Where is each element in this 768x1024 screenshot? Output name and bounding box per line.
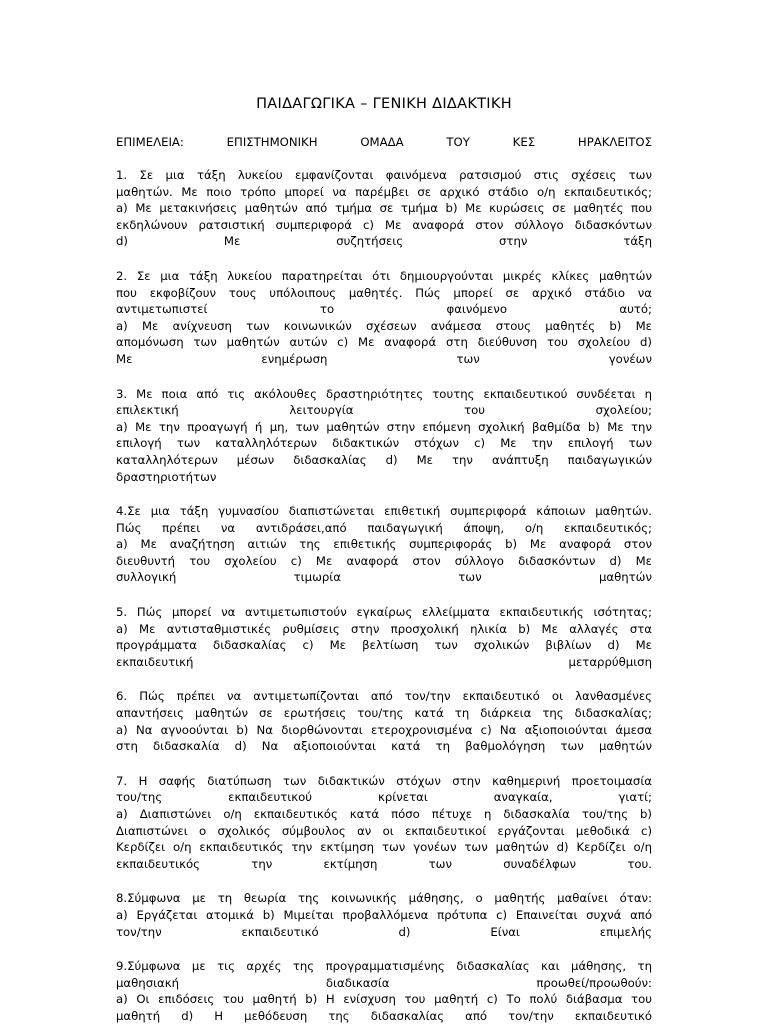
byline-word: ΚΕΣ [512,135,536,149]
byline-word: ΕΠΙΣΤΗΜΟΝΙΚΗ [226,135,318,149]
question-line: του/της εκπαιδευτικού κρίνεται αναγκαία, γιατί; [116,790,652,805]
question-line: αντιμετωπιστεί το φαινόμενο αυτό; [116,302,652,317]
document-title: ΠΑΙΔΑΓΩΓΙΚΑ – ΓΕΝΙΚΗ ΔΙΔΑΚΤΙΚΗ [256,96,512,112]
question-line: δραστηριοτήτων [116,469,217,484]
byline [116,134,652,151]
question-line: προγράμματα διδασκαλίας c) Με βελτίωση των σχολικών βιβλίων d) Με [116,638,652,653]
question-line: a) Να αγνοούνται b) Να διορθώνονται ετεροχρονισμένα c) Να αξιοποιούνται άμεσα [116,722,652,737]
question-line: 6. Πώς πρέπει να αντιμετωπίζονται από τον/την εκπαιδευτικό οι λανθασμένες [116,689,652,704]
question-line: Διαπιστώνει ο σχολικός σύμβουλος αν οι εκπαιδευτικοί εργάζονται μεθοδικά c) [116,823,652,838]
question-line: 4.Σε μια τάξη γυμνασίου διαπιστώνεται επιθετική συμπεριφορά κάποιων μαθητών. [116,504,652,519]
question-line: 2. Σε μια τάξη λυκείου παρατηρείται ότι δημιουργούνται μικρές κλίκες μαθητών [116,268,652,283]
question-line: καταλληλότερων μέσων διδασκαλίας d) Με την ανάπτυξη παιδαγωγικών [116,452,652,467]
question-line: a) Οι επιδόσεις του μαθητή b) Η ενίσχυση του μαθητή c) Το πολύ διάβασμα του [116,992,652,1007]
question-line: απομόνωση των μαθητών αυτών c) Με αναφορά στη διεύθυνση του σχολείου d) [116,335,652,350]
question-line: a) Με μετακινήσεις μαθητών από τμήμα σε τμήμα b) Με κυρώσεις σε μαθητές που [116,201,652,216]
question-6 [116,688,652,754]
byline-word: ΟΜΑΔΑ [360,135,404,149]
question-line: διευθυντή του σχολείου c) Με αναφορά στον σύλλογο διδασκόντων d) Με [116,553,652,568]
question-1 [116,167,652,250]
byline-word: ΗΡΑΚΛΕΙΤΟΣ [577,135,652,149]
question-line: 9.Σύμφωνα με τις αρχές της προγραμματισμένης διδασκαλίας και μάθησης, τη [116,959,652,974]
question-2 [116,268,652,368]
question-line: Με ενημέρωση των γονέων [116,351,652,366]
question-line: 5. Πώς μπορεί να αντιμετωπιστούν εγκαίρως ελλείμματα εκπαιδευτικής ισότητας; [116,605,652,620]
question-line: εκδηλώνουν ρατσιστική συμπεριφορά c) Με αναφορά στον σύλλογο διδασκόντων [116,217,652,232]
question-line: a) Εργάζεται ατομικά b) Μιμείται προβαλλόμενα πρότυπα c) Επαινείται συχνά από [116,907,652,922]
question-line: 3. Με ποια από τις ακόλουθες δραστηριότητες τουτης εκπαιδευτικού συνδέεται η [116,386,652,401]
question-line: τον/την εκπαιδευτικό d) Είναι επιμελής [116,924,652,939]
question-7 [116,773,652,873]
question-8 [116,890,652,940]
question-5 [116,604,652,670]
question-line: a) Με ανίχνευση των κοινωνικών σχέσεων ανάμεσα στους μαθητές b) Με [116,318,652,333]
question-line: εκπαιδευτική μεταρρύθμιση [116,654,652,669]
byline-word: ΤΟΥ [446,135,470,149]
question-line: στη διδασκαλία d) Να αξιοποιούνται κατά τη βαθμολόγηση των μαθητών [116,739,652,754]
question-line: Κερδίζει ο/η εκπαιδευτικός την εκτίμηση των γονέων των μαθητών d) Κερδίζει ο/η [116,840,652,855]
document-body [116,134,652,1024]
question-line: επιλογή των καταλληλότερων διδακτικών στόχων c) Με την επιλογή των [116,436,652,451]
question-line: απαντήσεις μαθητών σε ερωτήσεις του/της κατά τη διάρκεια της διδασκαλίας; [116,706,652,721]
question-3 [116,386,652,486]
question-line: που εκφοβίζουν τους υπόλοιπους μαθητές. Πώς μπορεί σε αρχικό στάδιο να [116,285,652,300]
question-line: εκπαιδευτικός την εκτίμηση των συναδέλφων του. [116,856,652,871]
question-line: επιλεκτική λειτουργία του σχολείου; [116,403,652,418]
byline-word: ΕΠΙΜΕΛΕΙΑ: [116,135,184,149]
question-line: 8.Σύμφωνα με τη θεωρία της κοινωνικής μάθησης, ο μαθητής μαθαίνει όταν: [116,891,652,906]
question-line: d) Με συζητήσεις στην τάξη [116,234,652,249]
question-line: a) Με αντισταθμιστικές ρυθμίσεις στην προσχολική ηλικία b) Με αλλαγές στα [116,621,652,636]
question-line: a) Με την προαγωγή ή μη, των μαθητών στην επόμενη σχολική βαθμίδα b) Με την [116,419,652,434]
question-line: Πώς πρέπει να αντιδράσει,από παιδαγωγική άποψη, ο/η εκπαιδευτικός; [116,520,652,535]
question-4 [116,503,652,586]
question-line: a) Διαπιστώνει ο/η εκπαιδευτικός κατά πόσο πέτυχε η διδασκαλία του/της b) [116,807,652,821]
question-9 [116,958,652,1024]
question-line: 1. Σε μια τάξη λυκείου εμφανίζονται φαινόμενα ρατσισμού στις σχέσεις των [116,168,652,182]
question-line: μαθητή d) Η μεθόδευση της διδασκαλίας από τον/την εκπαιδευτικό [116,1008,652,1023]
question-line: 7. Η σαφής διατύπωση των διδακτικών στόχων στην καθημερινή προετοιμασία [116,773,652,788]
question-line: a) Με αναζήτηση αιτιών της επιθετικής συμπεριφοράς b) Με αναφορά στον [116,537,652,552]
question-line: μαθητών. Με ποιο τρόπο μπορεί να παρέμβει σε αρχικό στάδιο ο/η εκπαιδευτικός; [116,184,652,199]
question-line: μαθησιακή διαδικασία προωθεί/προωθούν: [116,975,652,990]
question-line: συλλογική τιμωρία των μαθητών [116,570,652,585]
